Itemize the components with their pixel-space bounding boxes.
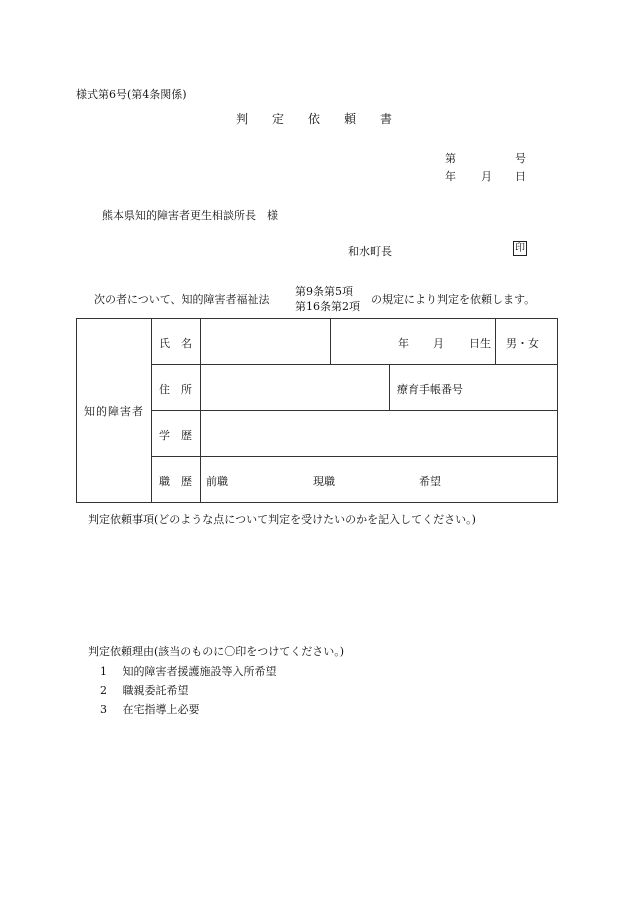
job-current-label: 現職 (313, 475, 335, 488)
number-dai: 第 (445, 152, 456, 165)
intro-article-b: 第16条第2項 (295, 300, 360, 313)
birth-year-label: 年 (398, 337, 409, 350)
handbook-label: 療育手帳番号 (397, 383, 463, 396)
intro-prefix: 次の者について、知的障害者福祉法 (94, 293, 270, 306)
group-label: 知的障害者 (84, 404, 144, 418)
job-label: 職 歴 (159, 475, 192, 488)
form-number: 様式第6号(第4条関係) (76, 88, 187, 101)
seal-mark: 印 (515, 243, 525, 254)
reasons-heading: 判定依頼理由(該当のものに〇印をつけてください。) (88, 645, 345, 658)
name-label-cell (152, 319, 201, 365)
name-label: 氏 名 (159, 337, 192, 350)
job-prev-label: 前職 (206, 475, 228, 488)
intro-suffix: の規定により判定を依頼します。 (371, 293, 536, 306)
birth-month-label: 月 (433, 337, 444, 350)
sender-name: 和水町長 (348, 245, 392, 258)
reason-number: 1 (100, 665, 107, 678)
request-matters-label: 判定依頼事項(どのような点について判定を受けたいのかを記入してください。) (88, 513, 476, 526)
job-value-cell[interactable] (201, 457, 558, 503)
education-value-cell[interactable] (201, 411, 558, 457)
job-wish-label: 希望 (419, 475, 441, 488)
education-label: 学 歴 (159, 429, 192, 442)
group-label-cell (77, 319, 152, 503)
address-value-cell[interactable] (201, 365, 390, 411)
reason-item[interactable] (100, 663, 277, 679)
birth-day-label: 日生 (469, 337, 491, 350)
reason-number: 2 (100, 684, 107, 697)
document-title: 判 定 依 頼 書 (236, 112, 393, 126)
applicant-table (76, 318, 558, 503)
reason-item[interactable] (100, 701, 200, 717)
intro-article-a: 第9条第5項 (295, 285, 353, 298)
reason-text: 職親委託希望 (122, 684, 189, 697)
number-go: 号 (515, 152, 526, 165)
name-value-cell[interactable] (201, 319, 331, 365)
reason-text: 知的障害者援護施設等入所希望 (122, 665, 277, 678)
sex-cell[interactable] (496, 319, 558, 365)
reason-text: 在宅指導上必要 (122, 703, 200, 716)
education-label-cell (152, 411, 201, 457)
reason-item[interactable] (100, 682, 189, 698)
address-label: 住 所 (159, 383, 192, 396)
handbook-cell[interactable] (390, 365, 558, 411)
request-matters-area[interactable] (88, 530, 558, 630)
reason-number: 3 (100, 703, 107, 716)
job-label-cell (152, 457, 201, 503)
address-label-cell (152, 365, 201, 411)
birthdate-cell[interactable] (331, 319, 496, 365)
date-month: 月 (481, 170, 492, 183)
date-day: 日 (515, 170, 526, 183)
addressee: 熊本県知的障害者更生相談所長 様 (102, 209, 278, 222)
sex-options: 男・女 (506, 337, 539, 350)
date-year: 年 (445, 170, 456, 183)
